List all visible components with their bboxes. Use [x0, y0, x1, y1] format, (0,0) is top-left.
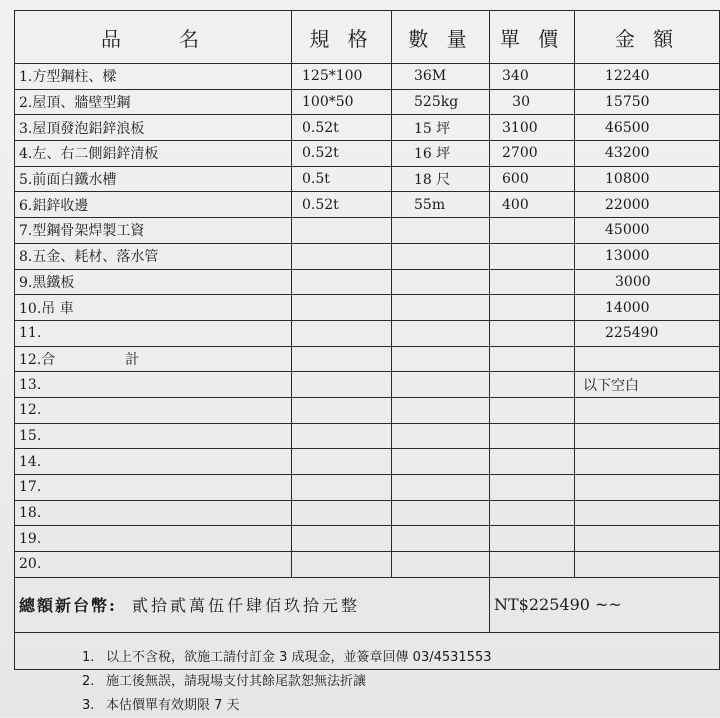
cell-price [490, 449, 575, 475]
header-item: 品 名 [15, 11, 292, 64]
cell-qty: 15 坪 [392, 115, 490, 141]
cell-item: 18. [15, 500, 292, 526]
cell-qty [392, 269, 490, 295]
cell-spec: 100*50 [292, 89, 392, 115]
table-row [15, 475, 720, 501]
total-figure: NT$225490 ~~ [490, 577, 720, 632]
cell-spec [292, 218, 392, 244]
cell-item: 1.方型鋼柱、樑 [15, 64, 292, 90]
total-row [15, 577, 720, 632]
cell-item: 19. [15, 526, 292, 552]
cell-qty: 55m [392, 192, 490, 218]
cell-amount: 14000 [575, 295, 720, 321]
cell-qty [392, 320, 490, 346]
cell-item: 9.黑鐵板 [15, 269, 292, 295]
table-row [15, 295, 720, 321]
cell-amount: 46500 [575, 115, 720, 141]
cell-amount: 43200 [575, 141, 720, 167]
cell-qty [392, 372, 490, 398]
cell-amount: 225490 [575, 320, 720, 346]
cell-item: 2.屋頂、牆壁型鋼 [15, 89, 292, 115]
header-price: 單 價 [490, 11, 575, 64]
cell-price: 30 [490, 89, 575, 115]
cell-spec [292, 320, 392, 346]
cell-item: 10.吊 車 [15, 295, 292, 321]
cell-amount [575, 346, 720, 372]
cell-price: 400 [490, 192, 575, 218]
total-words: 貳拾貳萬伍仟肆佰玖拾元整 [132, 596, 361, 616]
cell-spec [292, 295, 392, 321]
cell-spec [292, 243, 392, 269]
cell-spec: 125*100 [292, 64, 392, 90]
note-2: 2. 施工後無誤，請現場支付其餘尾款恕無法折讓 [82, 674, 367, 689]
cell-spec [292, 269, 392, 295]
cell-spec [292, 346, 392, 372]
cell-amount: 3000 [575, 269, 720, 295]
table-row [15, 243, 720, 269]
cell-item: 4.左、右二側鋁鋅清板 [15, 141, 292, 167]
cell-item: 3.屋頂發泡鋁鋅浪板 [15, 115, 292, 141]
header-amount: 金 額 [575, 11, 720, 64]
cell-amount: 以下空白 [575, 372, 720, 398]
cell-item: 8.五金、耗材、落水管 [15, 243, 292, 269]
cell-amount [575, 552, 720, 578]
table-row [15, 423, 720, 449]
table-row [15, 500, 720, 526]
cell-price [490, 500, 575, 526]
cell-qty [392, 243, 490, 269]
table-row [15, 141, 720, 167]
cell-item: 12.合 計 [15, 346, 292, 372]
cell-item: 14. [15, 449, 292, 475]
cell-price [490, 475, 575, 501]
cell-amount: 10800 [575, 166, 720, 192]
header-spec: 規 格 [292, 11, 392, 64]
cell-amount: 12240 [575, 64, 720, 90]
note-1: 1. 以上不含稅，欲施工請付訂金 3 成現金，並簽章回傳 03/4531553 [82, 650, 492, 665]
cell-price [490, 346, 575, 372]
table-row [15, 166, 720, 192]
cell-spec [292, 397, 392, 423]
cell-item: 11. [15, 320, 292, 346]
cell-amount: 45000 [575, 218, 720, 244]
cell-qty: 16 坪 [392, 141, 490, 167]
cell-spec: 0.5t [292, 166, 392, 192]
cell-qty [392, 423, 490, 449]
cell-spec [292, 552, 392, 578]
cell-amount [575, 449, 720, 475]
cell-price [490, 526, 575, 552]
table-row [15, 64, 720, 90]
note-3: 3. 本估價單有效期限 7 天 [82, 698, 240, 713]
cell-price [490, 243, 575, 269]
cell-item: 12. [15, 397, 292, 423]
cell-price [490, 397, 575, 423]
header-row [15, 11, 720, 64]
table-row [15, 346, 720, 372]
cell-spec: 0.52t [292, 115, 392, 141]
cell-price: 2700 [490, 141, 575, 167]
cell-qty [392, 218, 490, 244]
cell-item: 5.前面白鐵水槽 [15, 166, 292, 192]
table-row [15, 115, 720, 141]
cell-price [490, 372, 575, 398]
cell-qty [392, 295, 490, 321]
cell-amount: 15750 [575, 89, 720, 115]
total-label: 總額新台幣: [19, 596, 117, 616]
cell-amount [575, 500, 720, 526]
cell-amount: 13000 [575, 243, 720, 269]
cell-spec [292, 372, 392, 398]
cell-spec: 0.52t [292, 141, 392, 167]
cell-item: 17. [15, 475, 292, 501]
cell-spec [292, 449, 392, 475]
cell-price: 3100 [490, 115, 575, 141]
table-row [15, 552, 720, 578]
cell-qty [392, 526, 490, 552]
cell-price: 340 [490, 64, 575, 90]
table-row [15, 89, 720, 115]
cell-price [490, 218, 575, 244]
cell-amount [575, 423, 720, 449]
cell-qty [392, 397, 490, 423]
header-qty: 數 量 [392, 11, 490, 64]
table-row [15, 449, 720, 475]
cell-amount: 22000 [575, 192, 720, 218]
quotation-table [14, 10, 720, 670]
table-row [15, 192, 720, 218]
cell-qty [392, 449, 490, 475]
cell-qty: 36M [392, 64, 490, 90]
cell-amount [575, 526, 720, 552]
notes [82, 646, 492, 718]
cell-price: 600 [490, 166, 575, 192]
cell-spec [292, 500, 392, 526]
table-row [15, 397, 720, 423]
cell-item: 6.鋁鋅收邊 [15, 192, 292, 218]
table-row [15, 269, 720, 295]
cell-price [490, 269, 575, 295]
cell-qty: 18 尺 [392, 166, 490, 192]
table-row [15, 218, 720, 244]
table-row [15, 526, 720, 552]
cell-spec [292, 423, 392, 449]
cell-amount [575, 397, 720, 423]
cell-qty: 525kg [392, 89, 490, 115]
cell-amount [575, 475, 720, 501]
cell-qty [392, 552, 490, 578]
cell-qty [392, 475, 490, 501]
cell-price [490, 423, 575, 449]
cell-item: 13. [15, 372, 292, 398]
cell-qty [392, 500, 490, 526]
cell-price [490, 295, 575, 321]
cell-item: 7.型鋼骨架焊製工資 [15, 218, 292, 244]
cell-qty [392, 346, 490, 372]
cell-price [490, 320, 575, 346]
table-row [15, 320, 720, 346]
total-cell [15, 577, 490, 632]
table-row [15, 372, 720, 398]
cell-spec [292, 475, 392, 501]
cell-item: 15. [15, 423, 292, 449]
cell-price [490, 552, 575, 578]
cell-item: 20. [15, 552, 292, 578]
cell-spec: 0.52t [292, 192, 392, 218]
cell-spec [292, 526, 392, 552]
